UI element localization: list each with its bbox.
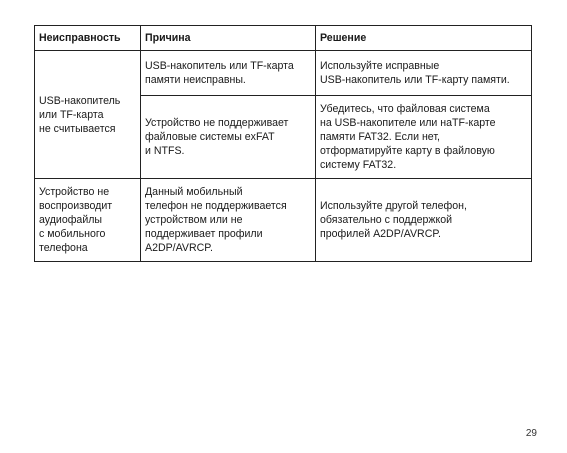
header-solution: Решение — [316, 26, 532, 51]
problem-cell: USB-накопитель или TF-карта не считывается — [35, 51, 141, 179]
page-number: 29 — [525, 428, 537, 439]
header-cause: Причина — [141, 26, 316, 51]
cause-cell: USB-накопитель или TF-карта памяти неисправны. — [141, 51, 316, 96]
cause-cell: Устройство не поддерживает файловые системы exFAT и NTFS. — [141, 96, 316, 179]
solution-cell: Используйте исправные USB-накопитель или TF-карту памяти. — [316, 51, 532, 96]
solution-cell: Используйте другой телефон, обязательно с поддержкой профилей A2DP/AVRCP. — [316, 179, 532, 262]
table-row — [35, 179, 532, 262]
table-header-row — [35, 26, 532, 51]
troubleshooting-table — [34, 25, 532, 262]
table-row — [35, 51, 532, 96]
cause-cell: Данный мобильный телефон не поддерживается устройством или не поддерживает профили A2DP/AVRCP. — [141, 179, 316, 262]
header-problem: Неисправность — [35, 26, 141, 51]
solution-cell: Убедитесь, что файловая система на USB-накопителе или наTF-карте памяти FAT32. Если нет, отформатируйте карту в файловую систему FAT32. — [316, 96, 532, 179]
problem-cell: Устройство не воспроизводит аудиофайлы с мобильного телефона — [35, 179, 141, 262]
